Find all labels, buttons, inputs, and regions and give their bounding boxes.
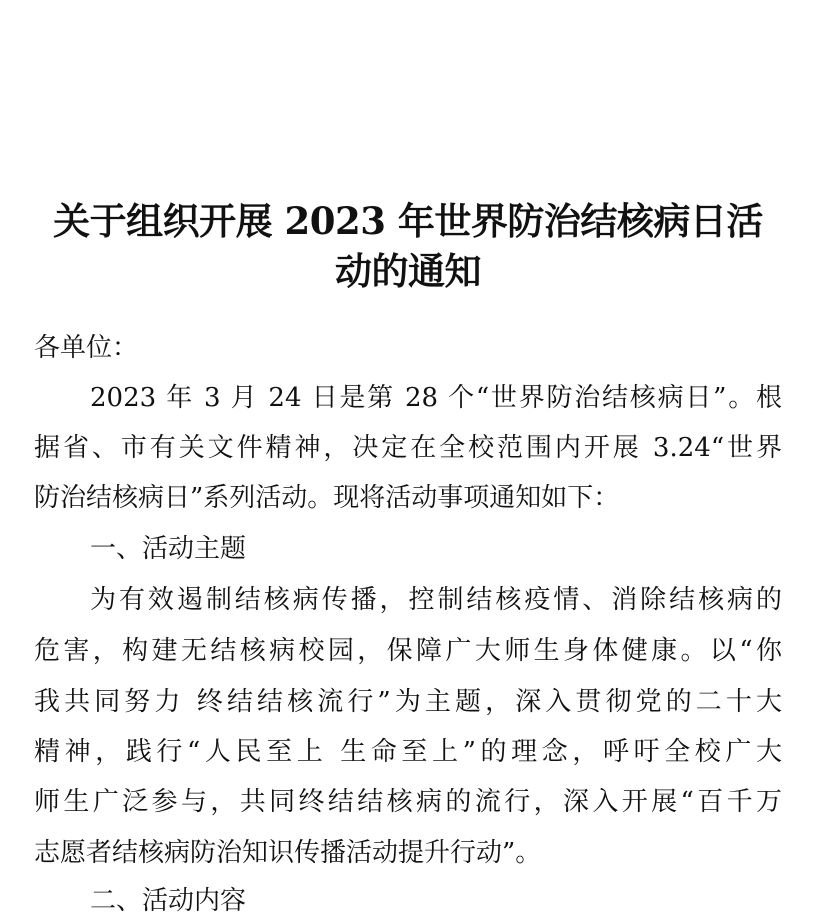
body-line: 2023 年 3 月 24 日是第 28 个“世界防治结核病日”。根 [90, 383, 782, 413]
document-title-line-1: 关于组织开展 2023 年世界防治结核病日活 [53, 199, 763, 243]
body-line: 师生广泛参与，共同终结结核病的流行，深入开展“百千万 [34, 787, 782, 817]
body-line: 为有效遏制结核病传播，控制结核疫情、消除结核病的 [90, 585, 782, 615]
body-line: 危害，构建无结核病校园，保障广大师生身体健康。以“你 [34, 636, 782, 666]
section-heading-2: 二、活动内容 [90, 886, 247, 916]
body-line: 精神，践行“人民至上 生命至上”的理念，呼吁全校广大 [34, 737, 782, 767]
body-line: 防治结核病日”系列活动。现将活动事项通知如下： [34, 483, 620, 513]
document-title [30, 196, 786, 296]
section-heading-1: 一、活动主题 [90, 534, 247, 564]
document-title-line-2: 动的通知 [335, 249, 481, 293]
salutation: 各单位： [34, 333, 139, 363]
body-line: 据省、市有关文件精神，决定在全校范围内开展 3.24“世界 [34, 433, 782, 463]
body-line: 我共同努力 终结结核流行”为主题，深入贯彻党的二十大 [34, 687, 782, 717]
body-line: 志愿者结核病防治知识传播活动提升行动”。 [34, 838, 542, 868]
